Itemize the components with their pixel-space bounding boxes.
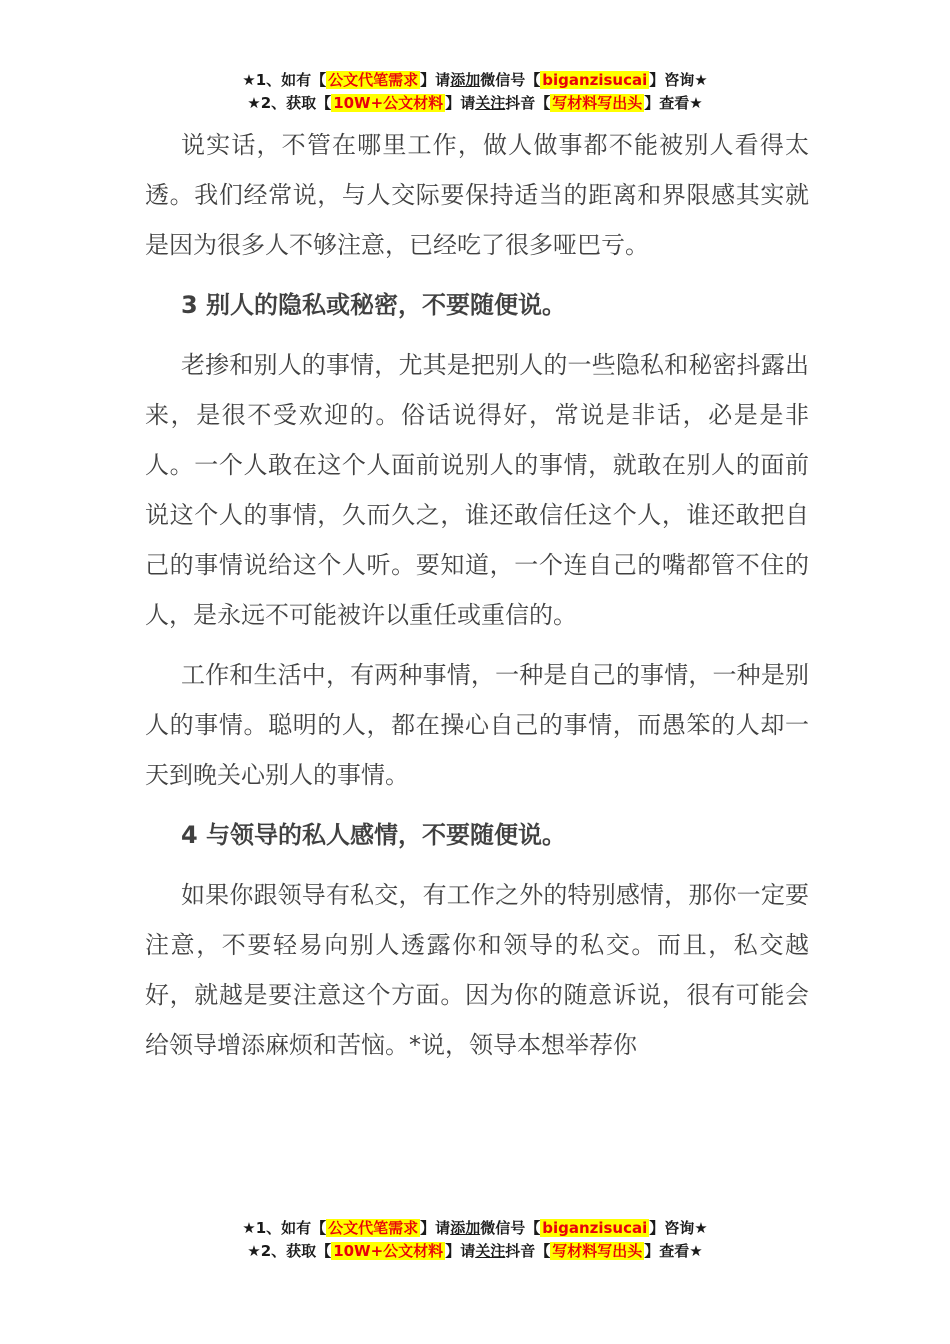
paragraph: 如果你跟领导有私交，有工作之外的特别感情，那你一定要注意，不要轻易向别人透露你和领导的私交。而且，私交越好，就越是要注意这个方面。因为你的随意诉说，很有可能会给领导增添麻烦和苦恼。*说，领导本想举荐你: [145, 881, 809, 1059]
banner-text: 】咨询★: [649, 71, 708, 89]
banner-text: 】请: [420, 1219, 451, 1237]
banner-line-2: [0, 92, 950, 115]
banner-text: 】请: [445, 94, 476, 112]
underlined-text: 添加: [450, 1219, 481, 1237]
highlight-wechat-id: biganzisucai: [542, 71, 648, 89]
highlight-douyin-id: 写材料写出头: [552, 1242, 643, 1260]
banner-line-1: [0, 69, 950, 92]
highlight-service: 公文代笔需求: [328, 1219, 419, 1237]
banner-text: 】请: [445, 1242, 476, 1260]
document-body: [145, 120, 809, 1080]
section-heading: 3 别人的隐私或秘密，不要随便说。: [181, 291, 567, 319]
paragraph: 说实话，不管在哪里工作，做人做事都不能被别人看得太透。我们经常说，与人交际要保持适当的距离和界限感其实就是因为很多人不够注意，已经吃了很多哑巴亏。: [145, 131, 809, 259]
underlined-text: 关注: [475, 94, 506, 112]
banner-text: 微信号【: [480, 71, 541, 89]
highlight-materials: 10W+公文材料: [333, 1242, 444, 1260]
paragraph: 老掺和别人的事情，尤其是把别人的一些隐私和秘密抖露出来，是很不受欢迎的。俗话说得好，常说是非话，必是是非人。一个人敢在这个人面前说别人的事情，就敢在别人的面前说这个人的事情，久而久之，谁还敢信任这个人，谁还敢把自己的事情说给这个人听。要知道，一个连自己的嘴都管不住的人，是永远不可能被许以重任或重信的。: [145, 351, 809, 629]
banner-text: 微信号【: [480, 1219, 541, 1237]
banner-text: 】咨询★: [649, 1219, 708, 1237]
footer-banner: [0, 1217, 950, 1263]
banner-text: 】请: [420, 71, 451, 89]
banner-text: ★1、如有【: [242, 1219, 327, 1237]
banner-text: ★2、获取【: [247, 1242, 332, 1260]
highlight-materials: 10W+公文材料: [333, 94, 444, 112]
header-banner: [0, 69, 950, 115]
banner-line-2: [0, 1240, 950, 1263]
paragraph: 工作和生活中，有两种事情，一种是自己的事情，一种是别人的事情。聪明的人，都在操心自己的事情，而愚笨的人却一天到晚关心别人的事情。: [145, 661, 809, 789]
highlight-wechat-id: biganzisucai: [542, 1219, 648, 1237]
banner-line-1: [0, 1217, 950, 1240]
banner-text: 抖音【: [505, 1242, 551, 1260]
banner-text: 抖音【: [505, 94, 551, 112]
highlight-douyin-id: 写材料写出头: [552, 94, 643, 112]
section-heading: 4 与领导的私人感情，不要随便说。: [181, 821, 567, 849]
banner-text: ★2、获取【: [247, 94, 332, 112]
highlight-service: 公文代笔需求: [328, 71, 419, 89]
underlined-text: 添加: [450, 71, 481, 89]
banner-text: ★1、如有【: [242, 71, 327, 89]
banner-text: 】查看★: [644, 1242, 703, 1260]
banner-text: 】查看★: [644, 94, 703, 112]
underlined-text: 关注: [475, 1242, 506, 1260]
